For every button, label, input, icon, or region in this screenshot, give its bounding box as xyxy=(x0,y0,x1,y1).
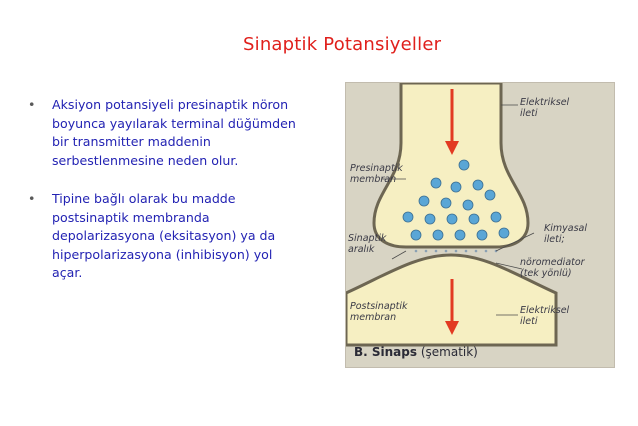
bullet-item-2 xyxy=(28,190,338,283)
bullet-line: boyunca yayılarak terminal düğümden xyxy=(52,115,296,131)
bullet-line: Tipine bağlı olarak bu madde xyxy=(52,191,236,206)
label-text: Elektriksel ileti xyxy=(520,305,570,327)
caption-rest: (şematik) xyxy=(417,345,478,359)
label-elektriksel-bottom xyxy=(520,305,569,327)
bullet-line: açar. xyxy=(52,265,83,280)
synapse-figure xyxy=(345,82,615,368)
label-postsinaptik xyxy=(350,301,408,323)
slide-title: Sinaptik Potansiyeller xyxy=(243,34,442,55)
label-text: Presinaptik membran xyxy=(350,163,403,185)
label-text: nöromediator (tek yönlü) xyxy=(520,257,585,279)
label-noromediator xyxy=(520,257,585,279)
bullet-item-1 xyxy=(28,96,338,170)
bullet-line: serbestlenmesine neden olur. xyxy=(52,152,239,168)
bullet-line: postsinaptik membranda xyxy=(52,209,210,225)
bullet-list xyxy=(28,96,338,303)
label-elektriksel-top xyxy=(520,97,569,119)
label-text: Postsinaptik membran xyxy=(350,301,408,323)
bullet-line: bir transmitter maddenin xyxy=(52,134,211,149)
label-presinaptik xyxy=(350,163,403,185)
bullet-marker: • xyxy=(28,191,36,206)
bullet-marker: • xyxy=(28,97,36,112)
neurotransmitter-dots xyxy=(415,250,498,253)
bullet-line: hiperpolarizasyona (inhibisyon) yol xyxy=(52,246,273,262)
label-text: Elektriksel ileti xyxy=(520,97,570,119)
label-text: Sinaptik aralık xyxy=(348,233,387,255)
figure-caption xyxy=(354,345,478,359)
label-sinaptik-aralik xyxy=(348,233,386,255)
bullet-line: Aksiyon potansiyeli presinaptik nöron xyxy=(52,97,289,112)
caption-bold: B. Sinaps xyxy=(354,345,418,359)
label-text: Kimyasal ileti; xyxy=(544,223,587,245)
bullet-line: depolarizasyona (eksitasyon) ya da xyxy=(52,228,276,243)
label-kimyasal xyxy=(544,223,587,245)
